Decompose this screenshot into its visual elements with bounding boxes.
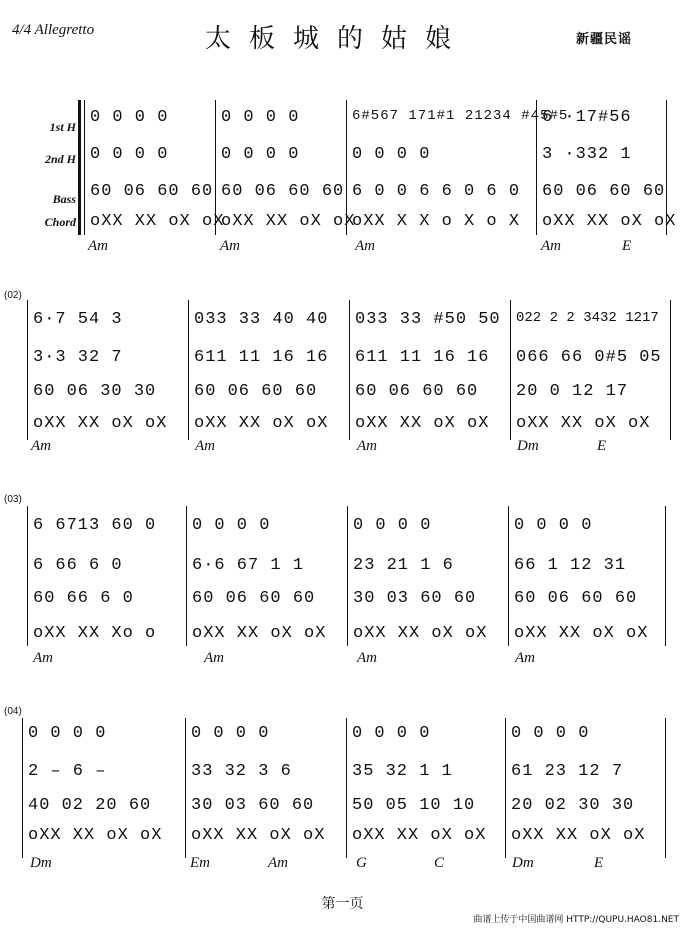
chord-symbol: Am xyxy=(355,238,375,254)
chord-symbol: Am xyxy=(515,650,535,666)
first-harmony-notes: 0 0 0 0 xyxy=(191,724,270,743)
bass-notes: 60 66 6 0 xyxy=(33,589,134,608)
second-harmony-notes: 0 0 0 0 xyxy=(221,145,300,164)
system-number: (04) xyxy=(4,706,22,717)
measure xyxy=(188,300,349,440)
bass-notes: 30 03 60 60 xyxy=(191,796,315,815)
chord-symbol: Am xyxy=(88,238,108,254)
second-harmony-notes: 0 0 0 0 xyxy=(90,145,169,164)
second-harmony-notes: 61 23 12 7 xyxy=(511,762,624,781)
bass-notes: 60 06 60 60 xyxy=(90,182,214,201)
chord-pattern: oXX XX oX oX xyxy=(191,826,326,845)
bass-notes: 60 06 60 60 xyxy=(355,382,479,401)
first-harmony-notes: 6 ·17#56 xyxy=(542,108,632,127)
second-harmony-notes: 2 – 6 – xyxy=(28,762,107,781)
chord-symbol: G xyxy=(356,855,367,871)
chord-symbol: Am xyxy=(541,238,561,254)
measure xyxy=(215,100,356,240)
chord-pattern: oXX XX oX oX xyxy=(221,212,356,231)
chord-symbol: Am xyxy=(204,650,224,666)
chord-pattern: oXX XX Xo o xyxy=(33,624,157,643)
first-harmony-notes: 0 0 0 0 xyxy=(192,516,271,535)
second-harmony-notes: 33 32 3 6 xyxy=(191,762,292,781)
chord-pattern: oXX XX oX oX xyxy=(355,414,490,433)
chord-pattern: oXX XX oX oX xyxy=(194,414,329,433)
chord-symbol: Dm xyxy=(30,855,52,871)
measure xyxy=(508,506,665,646)
second-harmony-notes: 6 66 6 0 xyxy=(33,556,123,575)
second-harmony-notes: 0 0 0 0 xyxy=(352,145,431,164)
measure xyxy=(505,718,665,858)
chord-symbol: Dm xyxy=(512,855,534,871)
measure xyxy=(186,506,347,646)
first-harmony-notes: 0 0 0 0 xyxy=(511,724,590,743)
chord-pattern: oXX X X o X o X xyxy=(352,212,521,231)
barline xyxy=(665,506,666,646)
first-harmony-notes: 6#567 171#1 21234 #45#5 xyxy=(352,108,569,124)
measure xyxy=(510,300,670,440)
barline xyxy=(670,300,671,440)
first-harmony-notes: 0 0 0 0 xyxy=(221,108,300,127)
chord-symbol: Am xyxy=(195,438,215,454)
first-harmony-notes: 6 6713 60 0 xyxy=(33,516,157,535)
second-harmony-notes: 611 11 16 16 xyxy=(355,348,490,367)
chord-symbol: Am xyxy=(31,438,51,454)
first-harmony-notes: 0 0 0 0 xyxy=(353,516,432,535)
label-bass: Bass xyxy=(52,192,76,206)
label-second-h: 2nd H xyxy=(44,152,76,166)
chord-pattern: oXX XX oX oX xyxy=(542,212,677,231)
chord-pattern: oXX XX oX oX xyxy=(511,826,646,845)
bass-notes: 50 05 10 10 xyxy=(352,796,476,815)
system-number: (02) xyxy=(4,290,22,301)
second-harmony-notes: 6·6 67 1 1 xyxy=(192,556,305,575)
bass-notes: 20 02 30 30 xyxy=(511,796,635,815)
first-harmony-notes: 033 33 40 40 xyxy=(194,310,329,329)
chord-pattern: oXX XX oX oX xyxy=(352,826,487,845)
tempo-marking: 4/4 Allegretto xyxy=(12,22,95,38)
chord-pattern: oXX XX oX oX xyxy=(353,624,488,643)
first-harmony-notes: 0 0 0 0 xyxy=(28,724,107,743)
bass-notes: 40 02 20 60 xyxy=(28,796,152,815)
measure xyxy=(349,300,510,440)
chord-pattern: oXX XX oX oX xyxy=(516,414,651,433)
second-harmony-notes: 611 11 16 16 xyxy=(194,348,329,367)
chord-pattern: oXX XX oX oX xyxy=(514,624,649,643)
first-harmony-notes: 6·7 54 3 xyxy=(33,310,123,329)
chord-symbol: E xyxy=(622,238,632,254)
measure xyxy=(536,100,677,240)
chord-symbol: E xyxy=(597,438,607,454)
bass-notes: 60 06 60 60 xyxy=(514,589,638,608)
first-harmony-notes: 0 0 0 0 xyxy=(90,108,169,127)
measure xyxy=(27,506,186,646)
second-harmony-notes: 23 21 1 6 xyxy=(353,556,454,575)
chord-symbol: Am xyxy=(220,238,240,254)
chord-pattern: oXX XX oX oX xyxy=(90,212,225,231)
chord-symbol: Am xyxy=(357,650,377,666)
measure xyxy=(346,718,505,858)
chord-symbol: Am xyxy=(357,438,377,454)
chord-pattern: oXX XX oX oX xyxy=(192,624,327,643)
second-harmony-notes: 66 1 12 31 xyxy=(514,556,627,575)
chord-symbol: Am xyxy=(268,855,288,871)
part-labels xyxy=(0,100,80,240)
chord-symbol: Dm xyxy=(517,438,539,454)
second-harmony-notes: 3·3 32 7 xyxy=(33,348,123,367)
chord-pattern: oXX XX oX oX xyxy=(28,826,163,845)
bass-notes: 60 06 30 30 xyxy=(33,382,157,401)
bass-notes: 30 03 60 60 xyxy=(353,589,477,608)
system-3 xyxy=(0,506,685,671)
bass-notes: 6 0 0 6 6 0 6 0 xyxy=(352,182,521,201)
label-chord: Chord xyxy=(44,215,76,229)
page-number: 第一页 xyxy=(321,896,364,912)
system-2 xyxy=(0,300,685,465)
system-4 xyxy=(0,718,685,883)
measure xyxy=(346,100,569,240)
bass-notes: 20 0 12 17 xyxy=(516,382,629,401)
measure xyxy=(22,718,185,858)
second-harmony-notes: 066 66 0#5 05 xyxy=(516,348,662,367)
measure xyxy=(185,718,346,858)
first-harmony-notes: 0 0 0 0 xyxy=(514,516,593,535)
second-harmony-notes: 35 32 1 1 xyxy=(352,762,453,781)
measure xyxy=(27,300,188,440)
chord-symbol: E xyxy=(594,855,604,871)
system-start-barline xyxy=(78,100,81,235)
bass-notes: 60 06 60 60 xyxy=(542,182,666,201)
bass-notes: 60 06 60 60 xyxy=(192,589,316,608)
chord-symbol: Em xyxy=(190,855,210,871)
first-harmony-notes: 0 0 0 0 xyxy=(352,724,431,743)
first-harmony-notes: 033 33 #50 50 xyxy=(355,310,501,329)
chord-pattern: oXX XX oX oX xyxy=(33,414,168,433)
bass-notes: 60 06 60 60 xyxy=(221,182,345,201)
barline xyxy=(665,718,666,858)
second-harmony-notes: 3 ·332 1 xyxy=(542,145,632,164)
label-first-h: 1st H xyxy=(49,120,76,134)
chord-symbol: C xyxy=(434,855,445,871)
chord-symbol: Am xyxy=(33,650,53,666)
song-source: 新疆民谣 xyxy=(576,32,633,47)
watermark: 曲谱上传于中国曲谱网 HTTP://QUPU.HAO81.NET xyxy=(473,915,679,925)
measure xyxy=(347,506,508,646)
system-1 xyxy=(0,100,685,270)
bass-notes: 60 06 60 60 xyxy=(194,382,318,401)
first-harmony-notes: 022 2 2 3432 1217 xyxy=(516,310,659,326)
system-number: (03) xyxy=(4,494,22,505)
measure xyxy=(84,100,225,240)
song-title: 太板城的姑娘 xyxy=(205,24,470,54)
